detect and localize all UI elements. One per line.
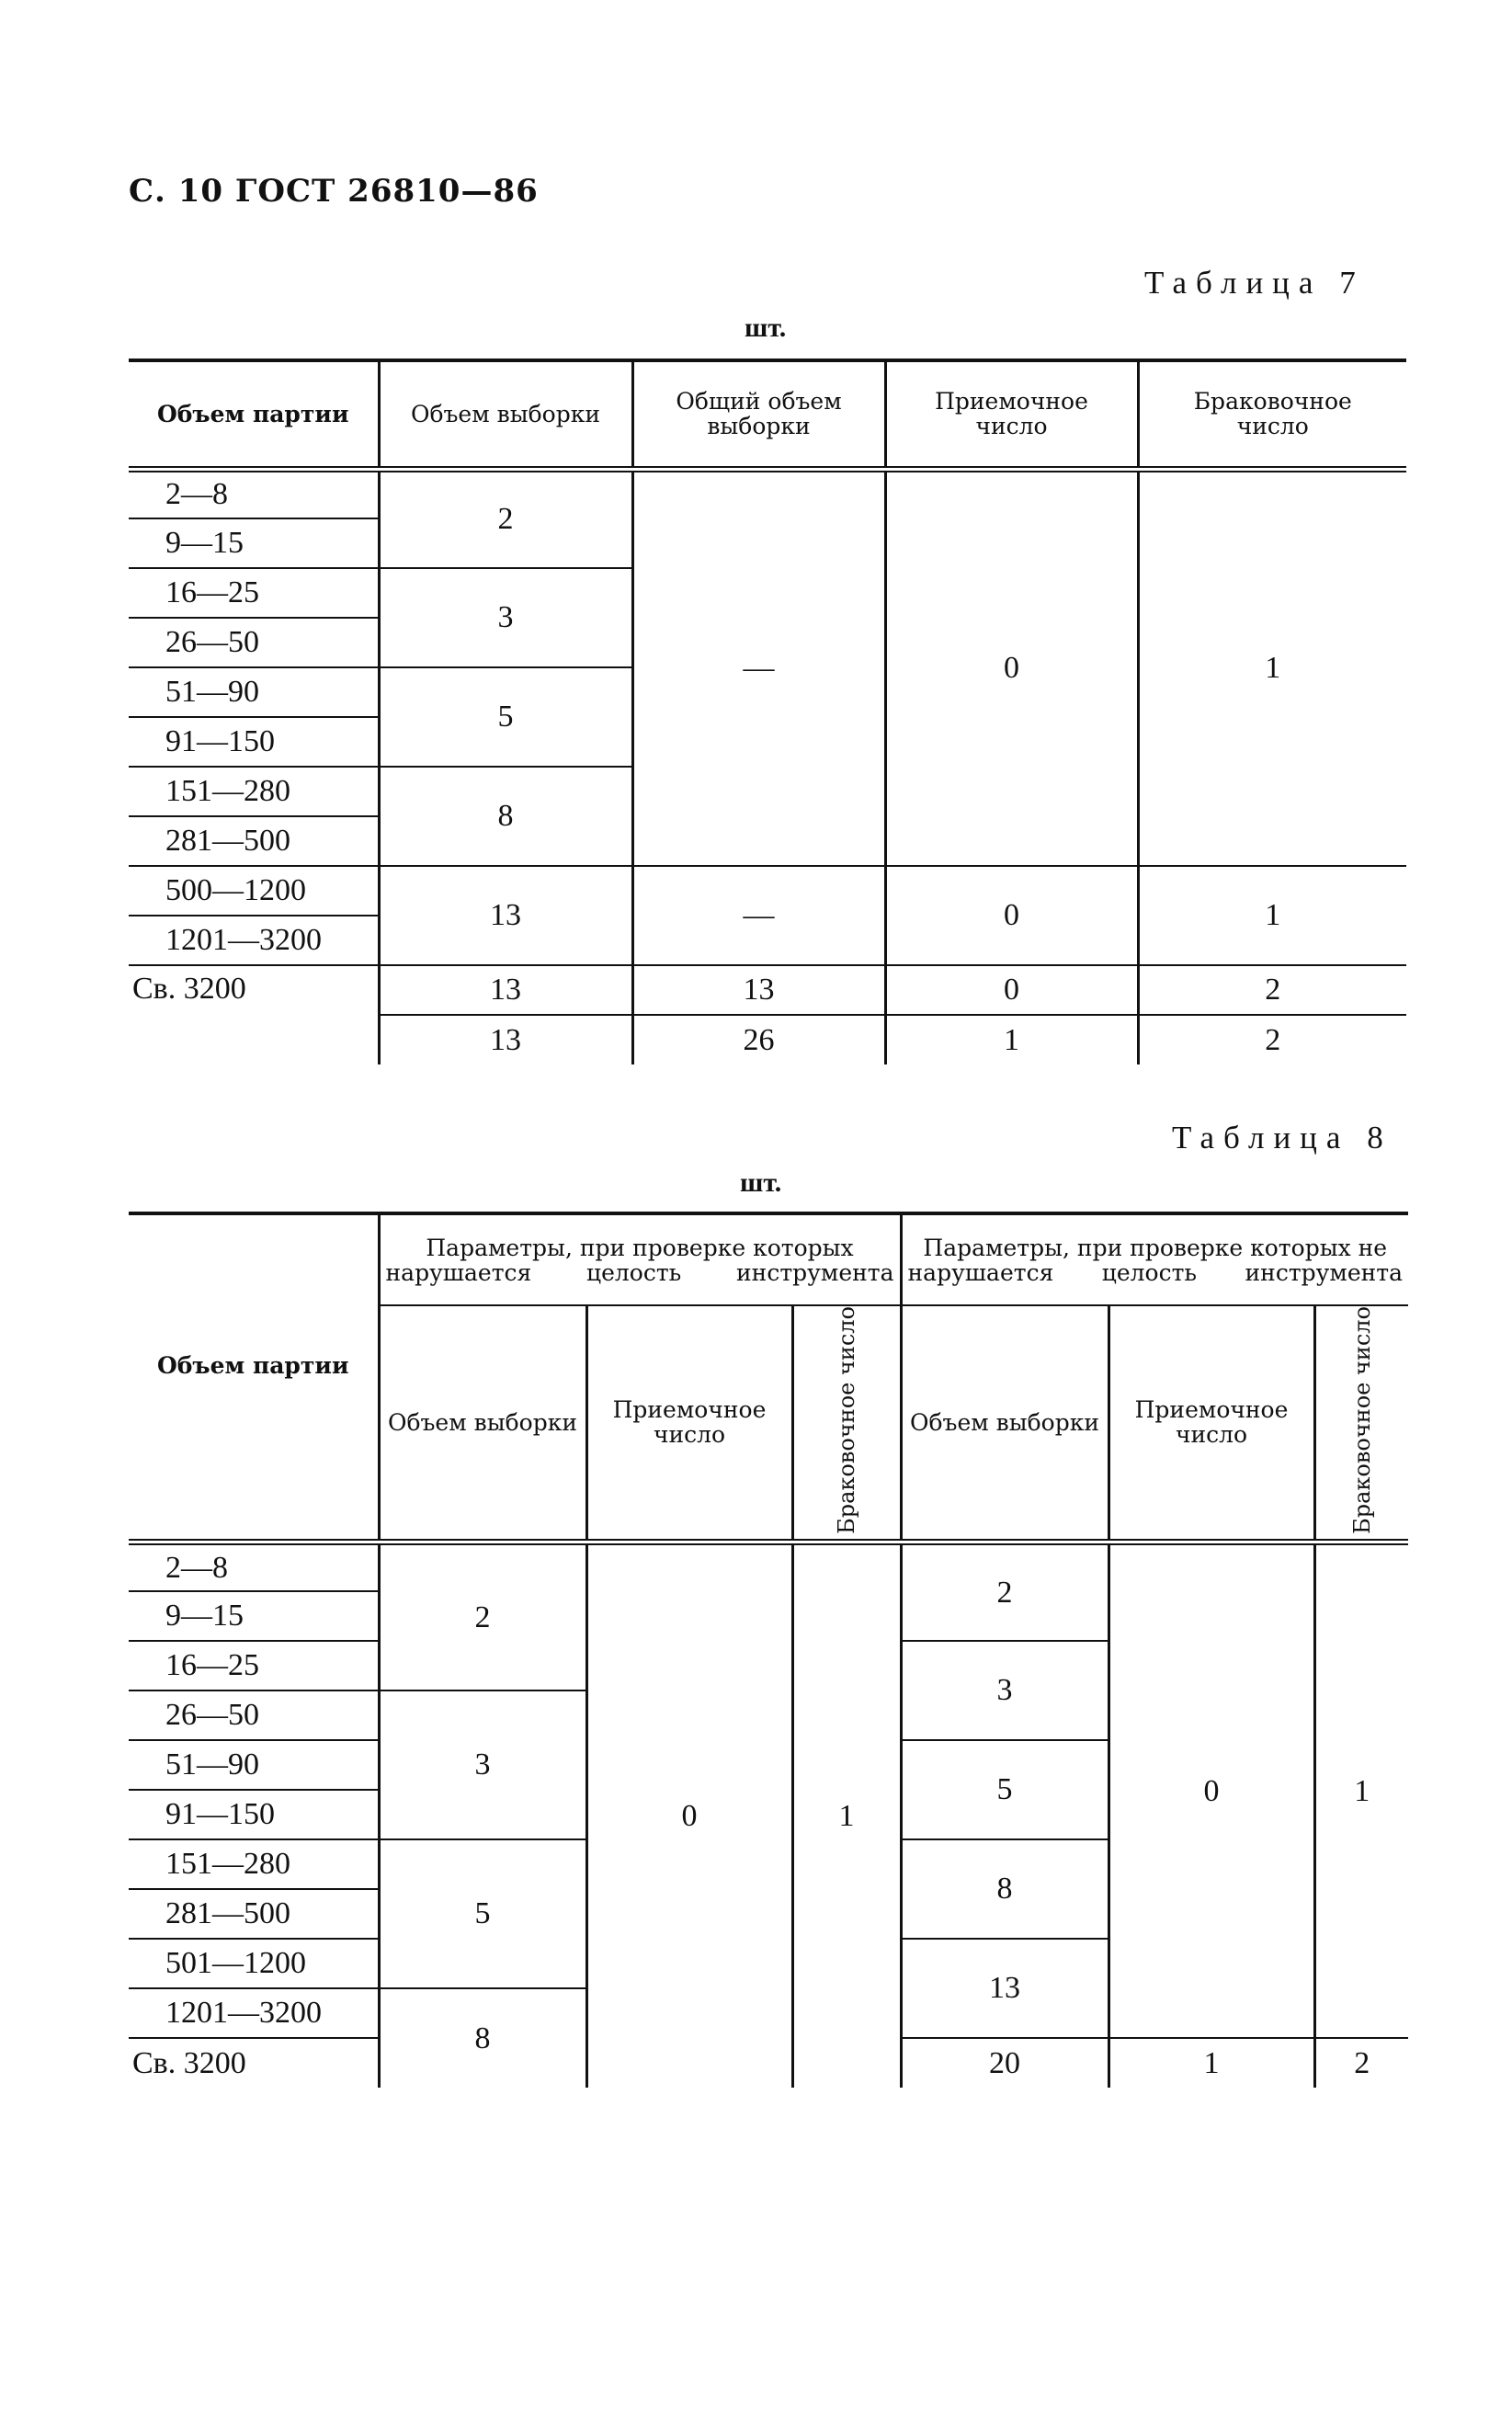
t8-batch-cell: 26—50 — [129, 1690, 379, 1740]
t8-g2-sample-cell: 13 — [901, 1939, 1108, 2038]
t8-g2-sample-cell: 5 — [901, 1740, 1108, 1839]
t7-accept-cell: 0 — [885, 469, 1138, 866]
t8-header-sample: Объем выборки — [901, 1305, 1108, 1542]
t8-g1-sample-cell: 5 — [379, 1839, 586, 1988]
t7-total-cell: 26 — [632, 1015, 885, 1064]
t7-header-batch: Объем партии — [156, 400, 349, 427]
t8-g1-sample-cell: 3 — [379, 1690, 586, 1839]
t8-g2-sample-cell: 2 — [901, 1542, 1108, 1641]
t8-batch-cell: 16—25 — [129, 1641, 379, 1690]
table-row — [129, 866, 1406, 916]
t8-batch-cell: 1201—3200 — [129, 1988, 379, 2038]
t8-g1-sample-cell: 8 — [379, 1988, 586, 2088]
t7-total-cell: — — [632, 866, 885, 965]
t7-reject-cell: 1 — [1138, 469, 1406, 866]
t7-sample-cell: 3 — [379, 568, 632, 667]
t7-header-sample: Объем выборки — [379, 360, 632, 469]
t8-header-reject-cell — [1314, 1305, 1408, 1542]
t8-header-sample: Объем выборки — [379, 1305, 586, 1542]
t7-batch-cell: 151—280 — [129, 767, 379, 816]
t8-batch-cell: 281—500 — [129, 1889, 379, 1939]
t8-batch-cell: 151—280 — [129, 1839, 379, 1889]
t8-batch-cell: Св. 3200 — [129, 2038, 379, 2088]
t7-total-cell: 13 — [632, 965, 885, 1015]
t7-batch-cell: 91—150 — [129, 717, 379, 767]
t7-batch-cell: 281—500 — [129, 816, 379, 866]
t7-sample-cell: 5 — [379, 667, 632, 767]
t8-header-accept: Приемочное число — [1108, 1305, 1314, 1542]
t8-g2-accept-cell: 1 — [1108, 2038, 1314, 2088]
table7-header-row — [129, 360, 1406, 469]
t7-batch-cell: 16—25 — [129, 568, 379, 618]
t8-batch-cell: 2—8 — [165, 1550, 228, 1585]
t8-header-reject-cell — [792, 1305, 901, 1542]
t8-header-reject: Браковочное число — [834, 1306, 859, 1534]
t7-header-total: Общий объем выборки — [632, 360, 885, 469]
t8-g2-reject-cell: 1 — [1314, 1542, 1408, 2038]
t7-sample-cell: 8 — [379, 767, 632, 866]
t7-header-reject: Браковочное число — [1138, 360, 1406, 469]
t8-header-reject: Браковочное число — [1348, 1306, 1375, 1534]
t7-total-cell: — — [632, 469, 885, 866]
t8-batch-cell: 9—15 — [129, 1591, 379, 1641]
table7-caption: Таблица 7 — [1144, 265, 1365, 301]
t7-batch-cell: 2—8 — [165, 477, 228, 512]
page-header: С. 10 ГОСТ 26810—86 — [129, 173, 539, 210]
t7-sample-cell: 13 — [379, 866, 632, 965]
table-row — [129, 965, 1406, 1015]
t7-sample-cell: 13 — [379, 965, 632, 1015]
t7-reject-cell: 2 — [1138, 1015, 1406, 1064]
t7-reject-cell: 1 — [1138, 866, 1406, 965]
t7-accept-cell: 0 — [885, 866, 1138, 965]
t8-g2-sample-cell: 20 — [901, 2038, 1108, 2088]
t8-g2-accept-cell: 0 — [1108, 1542, 1314, 2038]
t7-header-accept: Приемочное число — [885, 360, 1138, 469]
t8-g1-reject-cell: 1 — [792, 1542, 901, 2088]
t7-batch-cell: 26—50 — [129, 618, 379, 667]
t8-g1-sample-cell: 2 — [379, 1542, 586, 1690]
t8-batch-cell: 51—90 — [129, 1740, 379, 1790]
t7-batch-cell: 9—15 — [129, 518, 379, 568]
table7-unit: шт. — [745, 313, 787, 343]
t7-batch-cell: 500—1200 — [129, 866, 379, 916]
table8 — [129, 1212, 1408, 2088]
t7-accept-cell: 0 — [885, 965, 1138, 1015]
t8-g1-accept-cell: 0 — [586, 1542, 792, 2088]
table-row — [129, 1542, 1408, 1591]
table8-caption: Таблица 8 — [1172, 1120, 1393, 1155]
table-row — [129, 469, 1406, 518]
t8-batch-cell: 91—150 — [129, 1790, 379, 1839]
t8-g2-sample-cell: 3 — [901, 1641, 1108, 1740]
t7-sample-cell: 2 — [379, 469, 632, 568]
t7-sample-cell: 13 — [379, 1015, 632, 1064]
t8-header-accept: Приемочное число — [586, 1305, 792, 1542]
t7-accept-cell: 1 — [885, 1015, 1138, 1064]
t8-g2-sample-cell: 8 — [901, 1839, 1108, 1939]
t7-reject-cell: 2 — [1138, 965, 1406, 1015]
table8-unit: шт. — [740, 1167, 782, 1198]
table7 — [129, 359, 1406, 1064]
t8-g2-reject-cell: 2 — [1314, 2038, 1408, 2088]
t7-batch-cell: 51—90 — [129, 667, 379, 717]
t7-batch-cell: 1201—3200 — [129, 916, 379, 965]
table8-header-row — [129, 1213, 1408, 1305]
t8-batch-cell: 501—1200 — [129, 1939, 379, 1988]
t7-batch-cell: Св. 3200 — [129, 965, 379, 1064]
t8-header-group2: Параметры, при проверке которых не нарушается целость инструмента — [901, 1213, 1408, 1305]
t8-header-group1: Параметры, при проверке которых нарушается целость инструмента — [379, 1213, 901, 1305]
t8-header-batch: Объем партии — [129, 1213, 379, 1542]
